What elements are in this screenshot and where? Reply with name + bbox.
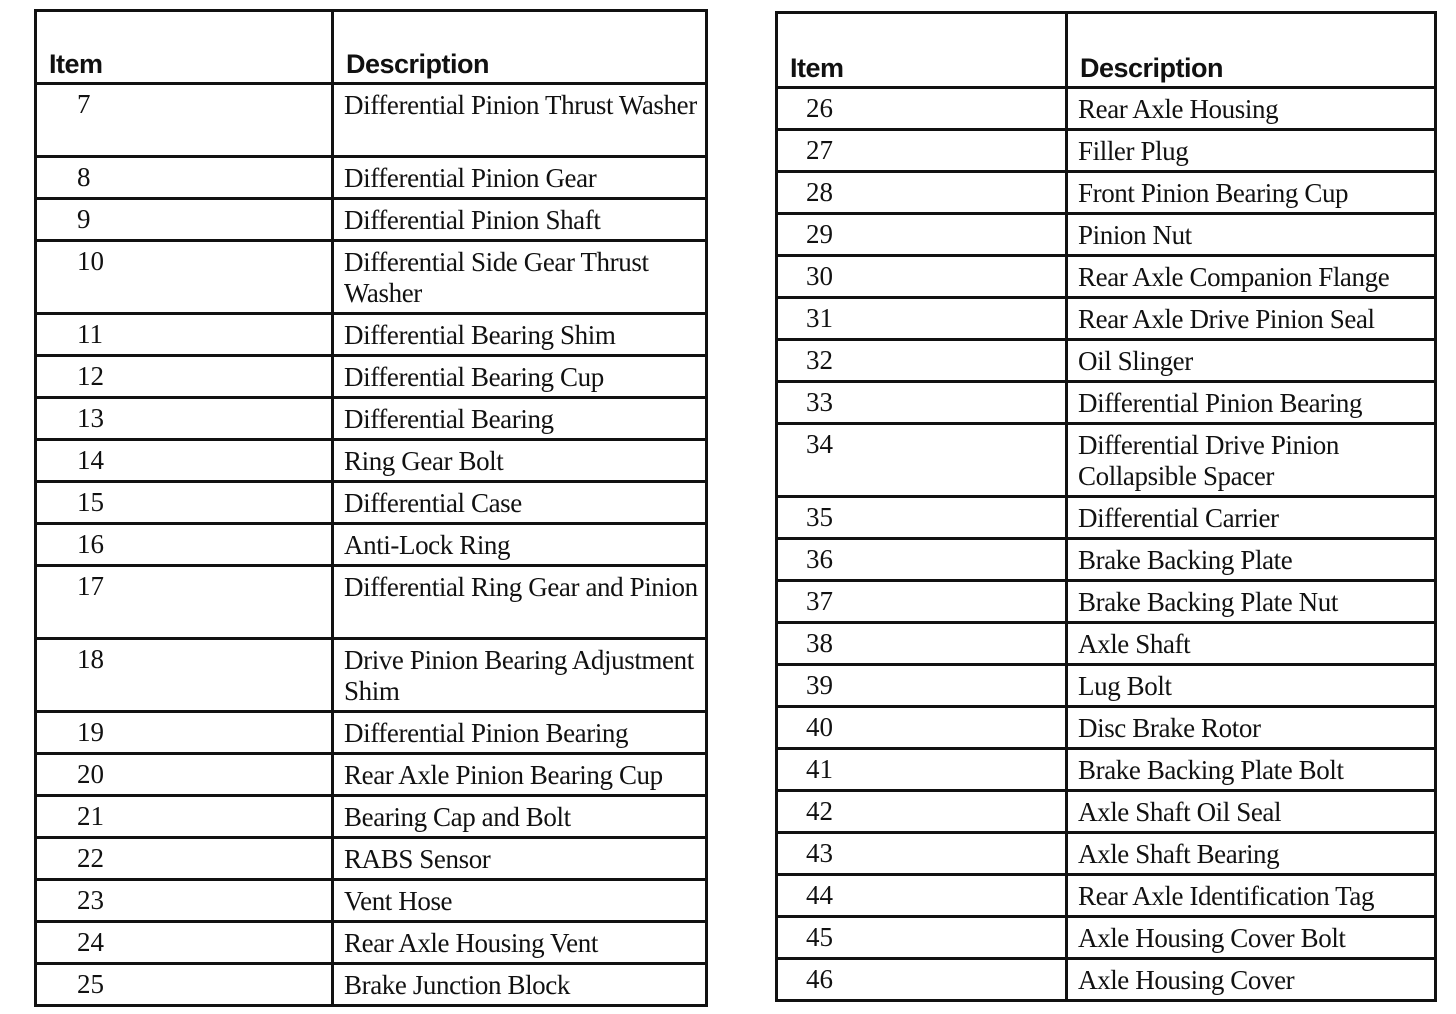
table-row xyxy=(36,838,707,880)
item-description-cell: Differential Pinion Thrust Washer xyxy=(333,84,707,157)
table-row xyxy=(777,707,1436,749)
table-row xyxy=(36,796,707,838)
item-description-cell: RABS Sensor xyxy=(333,838,707,880)
item-description-cell: Differential Drive Pinion Collapsible Spacer xyxy=(1067,424,1436,497)
table-row xyxy=(777,749,1436,791)
item-description-cell: Differential Pinion Bearing xyxy=(1067,382,1436,424)
table-row xyxy=(36,241,707,314)
table-row xyxy=(777,130,1436,172)
item-number-cell: 13 xyxy=(36,398,333,440)
item-description-cell: Brake Backing Plate xyxy=(1067,539,1436,581)
item-column-header: Item xyxy=(777,13,1067,88)
item-number-cell: 31 xyxy=(777,298,1067,340)
item-description-cell: Filler Plug xyxy=(1067,130,1436,172)
item-number-cell: 17 xyxy=(36,566,333,639)
table-row xyxy=(777,917,1436,959)
table-row xyxy=(36,639,707,712)
table-row xyxy=(777,833,1436,875)
item-description-cell: Differential Pinion Shaft xyxy=(333,199,707,241)
item-number-cell: 27 xyxy=(777,130,1067,172)
item-number-cell: 37 xyxy=(777,581,1067,623)
item-number-cell: 9 xyxy=(36,199,333,241)
item-number-cell: 15 xyxy=(36,482,333,524)
item-description-cell: Rear Axle Drive Pinion Seal xyxy=(1067,298,1436,340)
item-description-cell: Differential Pinion Gear xyxy=(333,157,707,199)
item-description-cell: Anti-Lock Ring xyxy=(333,524,707,566)
table-row xyxy=(777,424,1436,497)
table-body xyxy=(777,88,1436,1001)
item-number-cell: 10 xyxy=(36,241,333,314)
item-description-cell: Ring Gear Bolt xyxy=(333,440,707,482)
item-description-cell: Rear Axle Housing Vent xyxy=(333,922,707,964)
item-column-header: Item xyxy=(36,11,333,84)
table-row xyxy=(777,340,1436,382)
table-row xyxy=(36,314,707,356)
item-description-cell: Differential Bearing Shim xyxy=(333,314,707,356)
item-number-cell: 24 xyxy=(36,922,333,964)
item-description-cell: Differential Pinion Bearing xyxy=(333,712,707,754)
item-number-cell: 19 xyxy=(36,712,333,754)
item-number-cell: 16 xyxy=(36,524,333,566)
table-row xyxy=(36,754,707,796)
table-row xyxy=(777,875,1436,917)
item-description-cell: Brake Backing Plate Nut xyxy=(1067,581,1436,623)
table-row xyxy=(36,482,707,524)
item-description-cell: Rear Axle Housing xyxy=(1067,88,1436,130)
parts-table-right xyxy=(775,11,1437,1002)
item-number-cell: 23 xyxy=(36,880,333,922)
table-row xyxy=(777,172,1436,214)
table-header-row xyxy=(777,13,1436,88)
item-description-cell: Axle Housing Cover xyxy=(1067,959,1436,1001)
item-description-cell: Brake Junction Block xyxy=(333,964,707,1006)
item-number-cell: 25 xyxy=(36,964,333,1006)
table-row xyxy=(777,382,1436,424)
item-number-cell: 29 xyxy=(777,214,1067,256)
item-number-cell: 18 xyxy=(36,639,333,712)
item-number-cell: 41 xyxy=(777,749,1067,791)
item-number-cell: 7 xyxy=(36,84,333,157)
table-row xyxy=(777,497,1436,539)
item-number-cell: 43 xyxy=(777,833,1067,875)
description-column-header: Description xyxy=(333,11,707,84)
item-number-cell: 40 xyxy=(777,707,1067,749)
item-description-cell: Axle Shaft Bearing xyxy=(1067,833,1436,875)
description-column-header: Description xyxy=(1067,13,1436,88)
table-row xyxy=(36,524,707,566)
item-number-cell: 30 xyxy=(777,256,1067,298)
item-description-cell: Brake Backing Plate Bolt xyxy=(1067,749,1436,791)
table-body xyxy=(36,84,707,1006)
table-row xyxy=(36,964,707,1006)
table-row xyxy=(777,214,1436,256)
table-row xyxy=(36,356,707,398)
item-number-cell: 20 xyxy=(36,754,333,796)
item-description-cell: Axle Shaft xyxy=(1067,623,1436,665)
item-description-cell: Rear Axle Pinion Bearing Cup xyxy=(333,754,707,796)
item-description-cell: Axle Shaft Oil Seal xyxy=(1067,791,1436,833)
table-row xyxy=(36,157,707,199)
item-description-cell: Lug Bolt xyxy=(1067,665,1436,707)
table-row xyxy=(777,88,1436,130)
table-row xyxy=(36,712,707,754)
item-number-cell: 11 xyxy=(36,314,333,356)
table-row xyxy=(36,566,707,639)
item-description-cell: Rear Axle Identification Tag xyxy=(1067,875,1436,917)
item-description-cell: Differential Ring Gear and Pinion xyxy=(333,566,707,639)
item-number-cell: 28 xyxy=(777,172,1067,214)
item-number-cell: 35 xyxy=(777,497,1067,539)
item-number-cell: 14 xyxy=(36,440,333,482)
table-row xyxy=(777,539,1436,581)
parts-table-left xyxy=(34,9,708,1007)
table-row xyxy=(777,256,1436,298)
item-number-cell: 22 xyxy=(36,838,333,880)
item-description-cell: Bearing Cap and Bolt xyxy=(333,796,707,838)
table-row xyxy=(777,581,1436,623)
item-description-cell: Pinion Nut xyxy=(1067,214,1436,256)
item-number-cell: 12 xyxy=(36,356,333,398)
item-description-cell: Differential Side Gear Thrust Washer xyxy=(333,241,707,314)
item-number-cell: 45 xyxy=(777,917,1067,959)
item-description-cell: Drive Pinion Bearing Adjustment Shim xyxy=(333,639,707,712)
table-row xyxy=(36,880,707,922)
item-number-cell: 39 xyxy=(777,665,1067,707)
item-number-cell: 33 xyxy=(777,382,1067,424)
item-number-cell: 32 xyxy=(777,340,1067,382)
item-description-cell: Differential Bearing Cup xyxy=(333,356,707,398)
item-number-cell: 8 xyxy=(36,157,333,199)
item-number-cell: 44 xyxy=(777,875,1067,917)
table-row xyxy=(36,84,707,157)
item-description-cell: Differential Case xyxy=(333,482,707,524)
item-description-cell: Rear Axle Companion Flange xyxy=(1067,256,1436,298)
table-header-row xyxy=(36,11,707,84)
item-number-cell: 26 xyxy=(777,88,1067,130)
item-number-cell: 38 xyxy=(777,623,1067,665)
item-description-cell: Front Pinion Bearing Cup xyxy=(1067,172,1436,214)
table-row xyxy=(777,298,1436,340)
table-row xyxy=(36,922,707,964)
item-description-cell: Disc Brake Rotor xyxy=(1067,707,1436,749)
item-description-cell: Differential Carrier xyxy=(1067,497,1436,539)
table-row xyxy=(36,199,707,241)
table-row xyxy=(777,959,1436,1001)
item-number-cell: 42 xyxy=(777,791,1067,833)
table-row xyxy=(777,665,1436,707)
item-number-cell: 21 xyxy=(36,796,333,838)
table-row xyxy=(36,440,707,482)
table-row xyxy=(777,623,1436,665)
item-number-cell: 36 xyxy=(777,539,1067,581)
item-description-cell: Vent Hose xyxy=(333,880,707,922)
item-number-cell: 34 xyxy=(777,424,1067,497)
item-description-cell: Differential Bearing xyxy=(333,398,707,440)
table-row xyxy=(777,791,1436,833)
item-number-cell: 46 xyxy=(777,959,1067,1001)
item-description-cell: Axle Housing Cover Bolt xyxy=(1067,917,1436,959)
item-description-cell: Oil Slinger xyxy=(1067,340,1436,382)
table-row xyxy=(36,398,707,440)
